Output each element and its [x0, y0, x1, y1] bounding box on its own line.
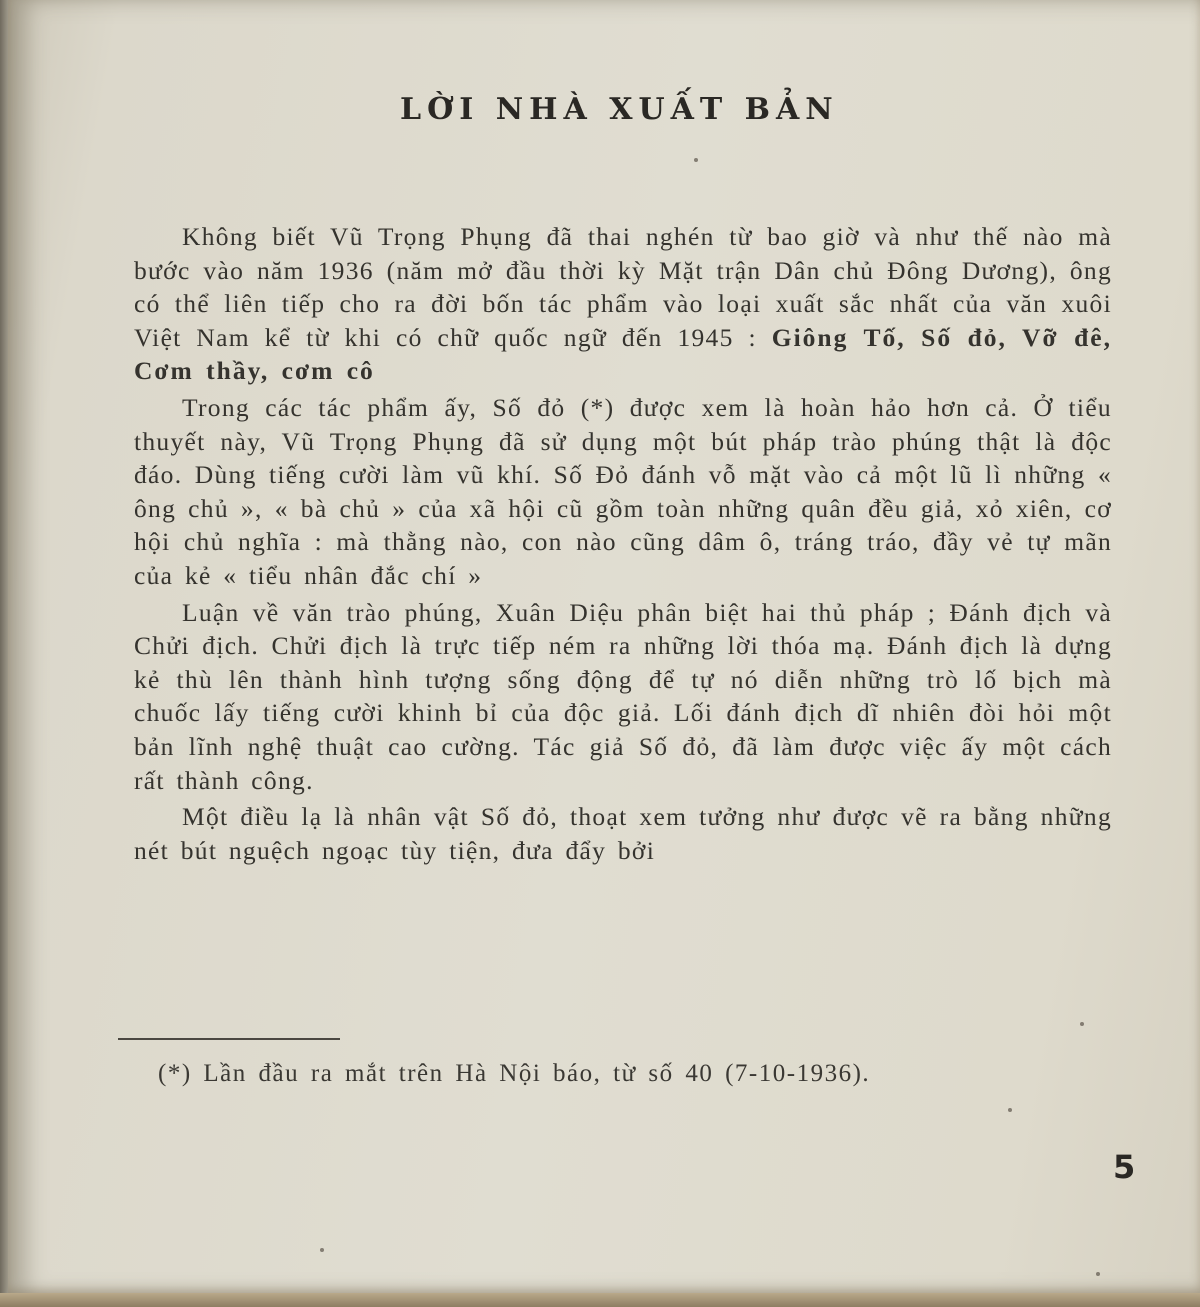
paper-speck	[1096, 1272, 1100, 1276]
paper-speck	[1008, 1108, 1012, 1112]
paragraph-1-works: Giông Tố, Số đỏ, Vỡ đê, Cơm thầy, cơm cô	[134, 322, 1113, 386]
footnote: (*) Lần đầu ra mắt trên Hà Nội báo, từ số 40 (7-10-1936).	[158, 1060, 871, 1087]
page-number: 5	[1113, 1148, 1136, 1186]
paragraph-1	[134, 220, 1112, 388]
footnote-divider	[118, 1038, 340, 1040]
body-text	[134, 220, 1112, 870]
paragraph-2: Trong các tác phẩm ấy, Số đỏ (*) được xem là hoàn hảo hơn cả. Ở tiểu thuyết này, Vũ Trọng Phụng đã sử dụng một bút pháp trào phúng thật là độc đáo. Dùng tiếng cười làm vũ khí. Số Đỏ đánh vỗ mặt vào cả một lũ lì những « ông chủ », « bà chủ » của xã hội cũ gồm toàn những quân đều giả, xỏ xiên, cơ hội chủ nghĩa : mà thằng nào, con nào cũng dâm ô, tráng tráo, đầy vẻ tự mãn của kẻ « tiểu nhân đắc chí »	[134, 392, 1112, 590]
paper-speck	[320, 1248, 324, 1252]
paper-speck	[694, 158, 698, 162]
book-page	[8, 0, 1200, 1296]
paper-speck	[1080, 1022, 1084, 1026]
paragraph-4: Một điều lạ là nhân vật Số đỏ, thoạt xem tưởng như được vẽ ra bằng những nét bút nguệch ngoạc tùy tiện, đưa đẩy bởi	[134, 802, 1112, 865]
paragraph-3: Luận về văn trào phúng, Xuân Diệu phân biệt hai thủ pháp ; Đánh địch và Chửi địch. Chửi địch là trực tiếp ném ra những lời thóa mạ. Đánh địch là dựng kẻ thù lên thành hình tượng sống động để tự nó diễn những trò lố bịch mà chuốc lấy tiếng cười khinh bỉ của độc giả. Lối đánh địch dĩ nhiên đòi hỏi một bản lĩnh nghệ thuật cao cường. Tác giả Số đỏ, đã làm được việc ấy một cách rất thành công.	[134, 597, 1112, 795]
page-title: LỜI NHÀ XUẤT BẢN	[400, 92, 839, 127]
page-bottom-edge	[0, 1293, 1200, 1307]
paragraph-1-text: Không biết Vũ Trọng Phụng đã thai nghén từ bao giờ và như thế nào mà bước vào năm 1936 (năm mở đầu thời kỳ Mặt trận Dân chủ Đông Dương), ông có thể liên tiếp cho ra đời bốn tác phẩm vào loại xuất sắc nhất của văn xuôi Việt Nam kể từ khi có chữ quốc ngữ đến 1945 :	[134, 222, 1112, 352]
